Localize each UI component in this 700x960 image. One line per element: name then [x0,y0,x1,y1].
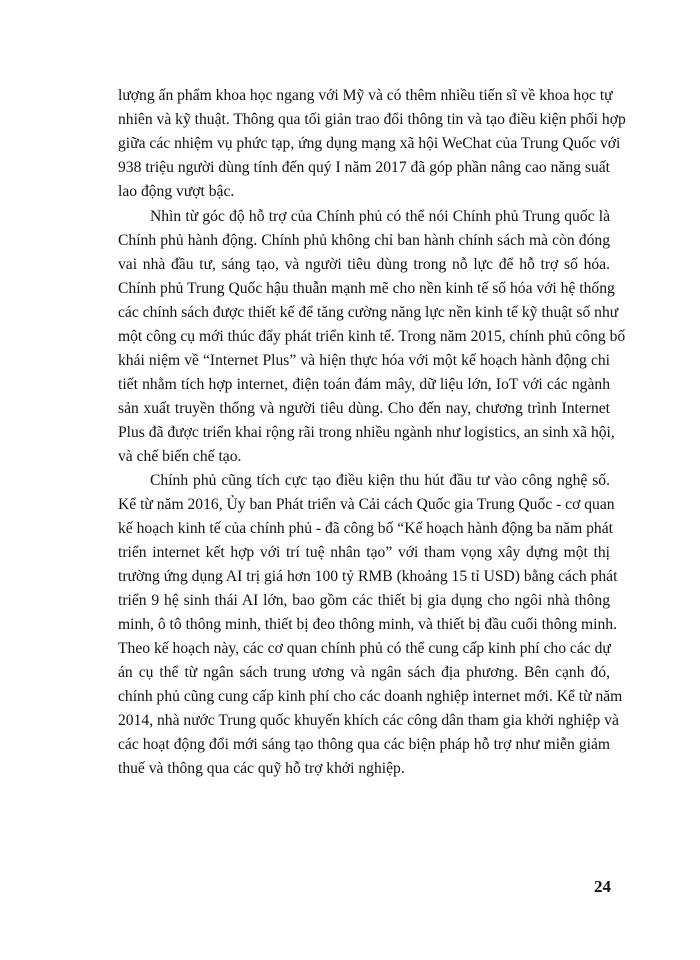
body-text-line: lượng ấn phẩm khoa học ngang với Mỹ và có thêm nhiều tiến sĩ về khoa học tự [118,87,613,104]
body-text-line: trường ứng dụng AI trị giá hơn 100 tỷ RMB (khoảng 15 tỉ USD) bằng cách phát [118,568,618,585]
body-text-line: một công cụ mới thúc đẩy phát triển kinh tế. Trong năm 2015, chính phủ công bố [118,328,626,345]
body-text-line: Nhìn từ góc độ hỗ trợ của Chính phủ có thể nói Chính phủ Trung quốc là [150,208,610,225]
body-text-line: minh, ô tô thông minh, thiết bị đeo thông minh, và thiết bị đầu cuối thông minh. [118,616,617,633]
body-text-line: kế hoạch kinh tế của chính phủ - đã công bố “Kế hoạch hành động ba năm phát [118,520,613,537]
body-text-line: Plus đã được triển khai rộng rãi trong nhiều ngành như logistics, an sinh xã hội, [118,424,615,441]
body-text-line: án cụ thể từ ngân sách trung ương và ngân sách địa phương. Bên cạnh đó, [118,664,610,681]
body-text-line: Theo kế hoạch này, các cơ quan chính phủ có thể cung cấp kinh phí cho các dự [118,640,611,657]
body-text-line: Chính phủ Trung Quốc hậu thuẫn mạnh mẽ cho nền kinh tế số hóa với hệ thống [118,280,615,297]
body-text-line: thuế và thông qua các quỹ hỗ trợ khởi nghiệp. [118,760,405,777]
body-text-line: Chính phủ hành động. Chính phủ không chỉ ban hành chính sách mà còn đóng [118,232,610,249]
body-text-line: vai nhà đầu tư, sáng tạo, và người tiêu dùng trong nỗ lực để hỗ trợ số hóa. [118,256,610,273]
body-text-line: triển 9 hệ sinh thái AI lớn, bao gồm các thiết bị gia dụng cho ngôi nhà thông [118,592,610,609]
body-text-line: nhiên và kỹ thuật. Thông qua tối giản trao đổi thông tin và tạo điều kiện phối hợp [118,111,626,128]
body-text-line: tiết nhằm tích hợp internet, điện toán đám mây, dữ liệu lớn, IoT với các ngành [118,376,610,393]
page-number: 24 [594,877,611,896]
body-text-line: các chính sách được thiết kế để tăng cường năng lực nền kinh tế kỹ thuật số như [118,304,619,321]
body-text-line: khái niệm về “Internet Plus” và hiện thực hóa với một kế hoạch hành động chi [118,352,610,369]
body-text-line: và chế biến chế tạo. [118,448,242,465]
body-text-line: Chính phủ cũng tích cực tạo điều kiện thu hút đầu tư vào công nghệ số. [150,472,610,489]
body-text-line: các hoạt động đổi mới sáng tạo thông qua các biện pháp hỗ trợ như miễn giảm [118,736,610,753]
body-text-line: Kể từ năm 2016, Ủy ban Phát triển và Cải cách Quốc gia Trung Quốc - cơ quan [118,496,615,513]
body-text-line: sản xuất truyền thống và người tiêu dùng. Cho đến nay, chương trình Internet [118,400,610,417]
body-text-line: giữa các nhiệm vụ phức tạp, ứng dụng mạng xã hội WeChat của Trung Quốc với [118,135,621,152]
body-text-line: 938 triệu người dùng tính đến quý I năm 2017 đã góp phần nâng cao năng suất [118,159,610,176]
body-text-line: chính phủ cũng cung cấp kinh phí cho các doanh nghiệp internet mới. Kể từ năm [118,688,623,705]
body-text-line: 2014, nhà nước Trung quốc khuyến khích các công dân tham gia khởi nghiệp và [118,712,619,729]
body-text-line: lao động vượt bậc. [118,183,235,200]
body-text-line: triển internet kết hợp với trí tuệ nhân tạo” với tham vọng xây dựng một thị [118,544,610,561]
